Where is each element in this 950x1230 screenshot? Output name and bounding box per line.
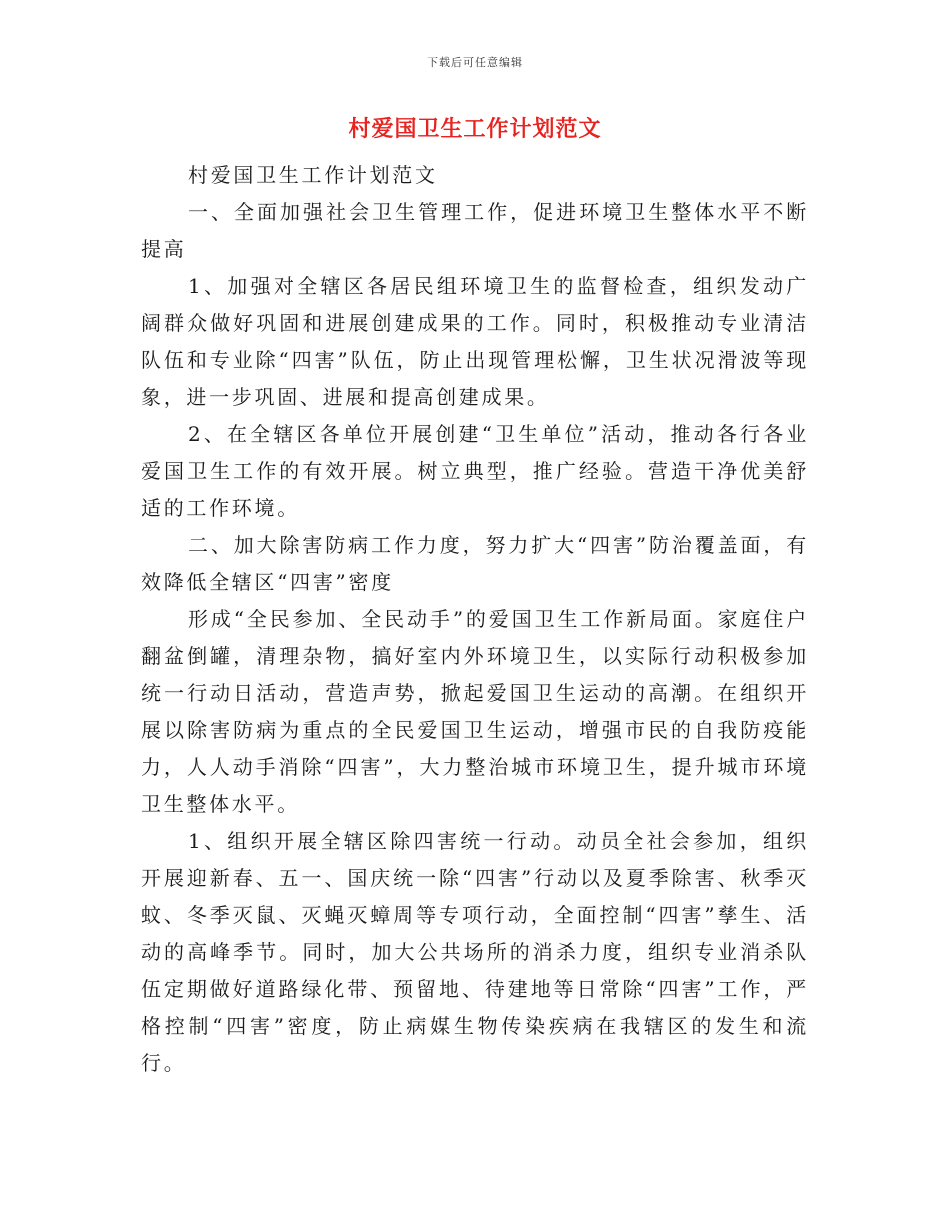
paragraph-section-2-intro: 形成“全民参加、全民动手”的爱国卫生工作新局面。家庭住户翻盆倒罐，清理杂物，搞好室内外环境卫生，以实际行动积极参加统一行动日活动，营造声势，掀起爱国卫生运动的高潮。在组织开展以除害防病为重点的全民爱国卫生运动，增强市民的自我防疫能力，人人动手消除“四害”，大力整治城市环境卫生，提升城市环境卫生整体水平。: [141, 607, 809, 816]
paragraph-section-1-heading: 一、全面加强社会卫生管理工作，促进环境卫生整体水平不断提高: [141, 200, 809, 261]
paragraph-subtitle: 村爱国卫生工作计划范文: [188, 163, 438, 187]
document-title: 村爱国卫生工作计划范文: [348, 116, 602, 142]
page-header-note: 下载后可任意编辑: [427, 56, 523, 69]
paragraph-section-2-heading: 二、加大除害防病工作力度，努力扩大“四害”防治覆盖面，有效降低全辖区“四害”密度: [141, 533, 809, 594]
paragraph-section-1-item-1: 1、加强对全辖区各居民组环境卫生的监督检查，组织发动广阔群众做好巩固和进展创建成果的工作。同时，积极推动专业清洁队伍和专业除“四害”队伍，防止出现管理松懈，卫生状况滑波等现象，进一步巩固、进展和提高创建成果。: [141, 274, 809, 409]
document-body: [141, 157, 809, 1082]
paragraph-section-2-item-1: 1、组织开展全辖区除四害统一行动。动员全社会参加，组织开展迎新春、五一、国庆统一除“四害”行动以及夏季除害、秋季灭蚊、冬季灭鼠、灭蝇灭蟑周等专项行动，全面控制“四害”孳生、活动的高峰季节。同时，加大公共场所的消杀力度，组织专业消杀队伍定期做好道路绿化带、预留地、待建地等日常除“四害”工作，严格控制“四害”密度，防止病媒生物传染疾病在我辖区的发生和流行。: [141, 829, 809, 1075]
paragraph-section-1-item-2: 2、在全辖区各单位开展创建“卫生单位”活动，推动各行各业爱国卫生工作的有效开展。树立典型，推广经验。营造干净优美舒适的工作环境。: [141, 422, 809, 520]
